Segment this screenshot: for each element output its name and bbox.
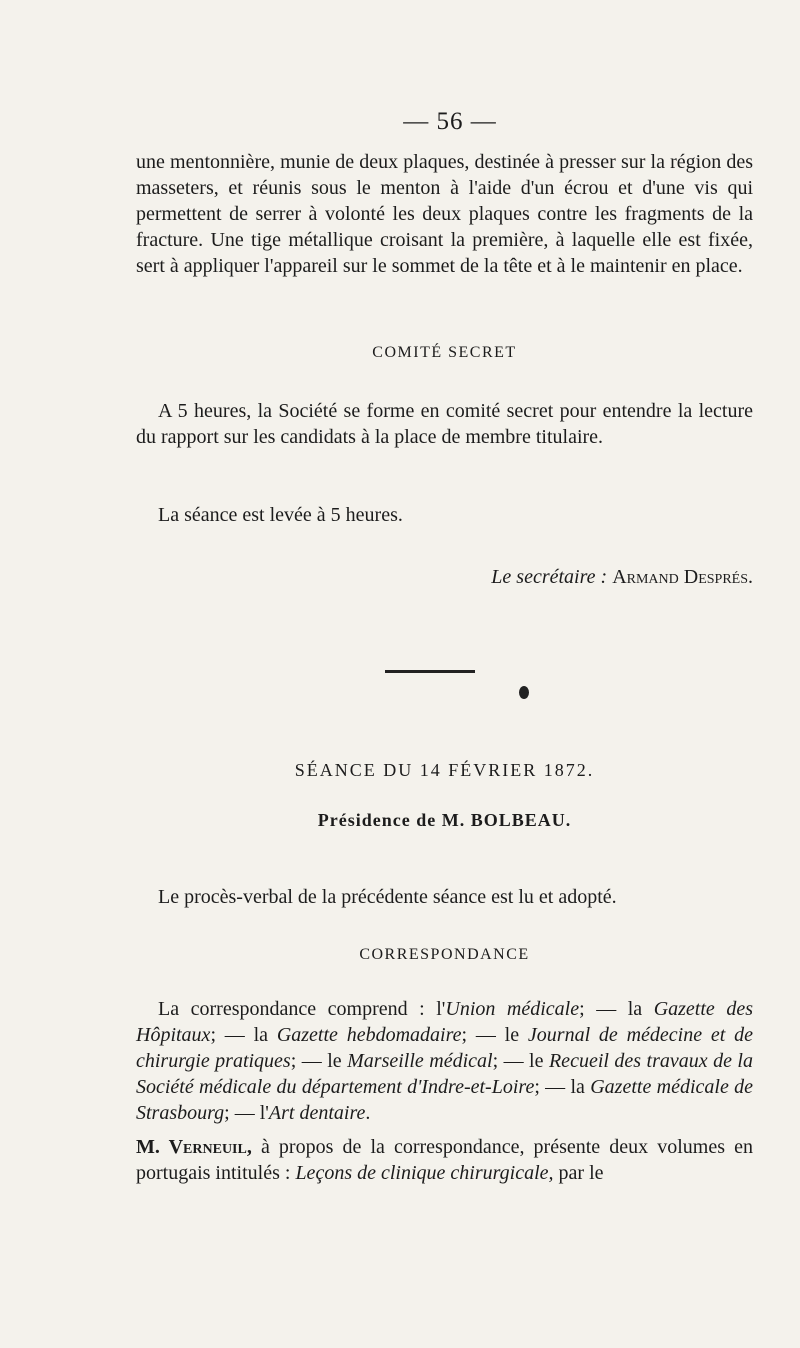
- text-run: par le: [553, 1162, 604, 1184]
- text-run: ; — la: [534, 1076, 591, 1098]
- paragraph-verneuil: [136, 1134, 753, 1186]
- journal-title: Gazette des Hôpitaux: [136, 998, 753, 1046]
- paragraph-text: [136, 1134, 753, 1186]
- text-run: ; — le: [461, 1024, 528, 1046]
- text-run: .: [365, 1102, 371, 1124]
- paragraph-text: A 5 heures, la Société se forme en comité secret pour entendre la lecture du rapport sur les candidats à la place de membre titulaire.: [136, 400, 753, 448]
- paragraph-text: La séance est levée à 5 heures.: [158, 504, 403, 526]
- journal-title: Journal de médecine et de chirurgie pratiques: [136, 1024, 754, 1072]
- journal-title: Gazette médicale de Strasbourg: [136, 1076, 753, 1124]
- heading-comite-secret: COMITÉ SECRET: [372, 344, 517, 361]
- signature: [136, 566, 753, 589]
- text-run: ; — la: [579, 998, 654, 1020]
- paragraph-correspondance: [136, 996, 753, 1126]
- journal-title: Gazette hebdomadaire: [276, 1024, 462, 1046]
- ink-blot: [519, 686, 529, 699]
- page-number: — 56 —: [403, 108, 497, 135]
- signature-name: Armand Després.: [612, 566, 753, 588]
- paragraph-levee: [136, 502, 753, 528]
- journal-title: Marseille médical: [347, 1050, 493, 1072]
- journal-title: Recueil des travaux de la Société médicale du département d'Indre-et-Loire: [136, 1050, 753, 1098]
- paragraph-proces-verbal: [136, 884, 753, 910]
- book-title: Leçons de clinique chirurgicale,: [295, 1162, 554, 1184]
- text-run: ; — la: [210, 1024, 277, 1046]
- seance-title: SÉANCE DU 14 FÉVRIER 1872.: [294, 760, 595, 780]
- signature-role: Le secrétaire :: [491, 566, 608, 588]
- journal-title: Union médicale: [445, 998, 580, 1020]
- journal-title: Art dentaire: [268, 1102, 366, 1124]
- paragraph-text: [136, 996, 753, 1126]
- paragraph-text: Le procès-verbal de la précédente séance est lu et adopté.: [158, 886, 617, 908]
- paragraph-text: une mentonnière, munie de deux plaques, destinée à presser sur la région des masseters, et réunis sous le menton à l'aide d'un écrou et d'une vis qui permettent de serrer à volonté les deux plaques contre les fragments de la fracture. Une tige métallique croisant la première, à laquelle elle est fixée, sert à appliquer l'appareil sur le sommet de la tête et à le maintenir en place.: [136, 151, 753, 277]
- text-run: à propos de la correspondance, présente deux volumes en portugais intitulés :: [136, 1136, 753, 1184]
- presidence-line: Présidence de M. BOLBEAU.: [317, 810, 572, 830]
- text-run: La correspondance comprend : l': [158, 998, 446, 1020]
- text-run: ; — le: [290, 1050, 348, 1072]
- text-run: ; — le: [492, 1050, 549, 1072]
- section-divider: [385, 670, 475, 673]
- speaker-name: M. Verneuil,: [136, 1136, 252, 1158]
- text-run: ; — l': [224, 1102, 269, 1124]
- heading-correspondance: CORRESPONDANCE: [359, 946, 530, 963]
- paragraph-appareil: [136, 149, 753, 279]
- paragraph-comite: [136, 398, 753, 450]
